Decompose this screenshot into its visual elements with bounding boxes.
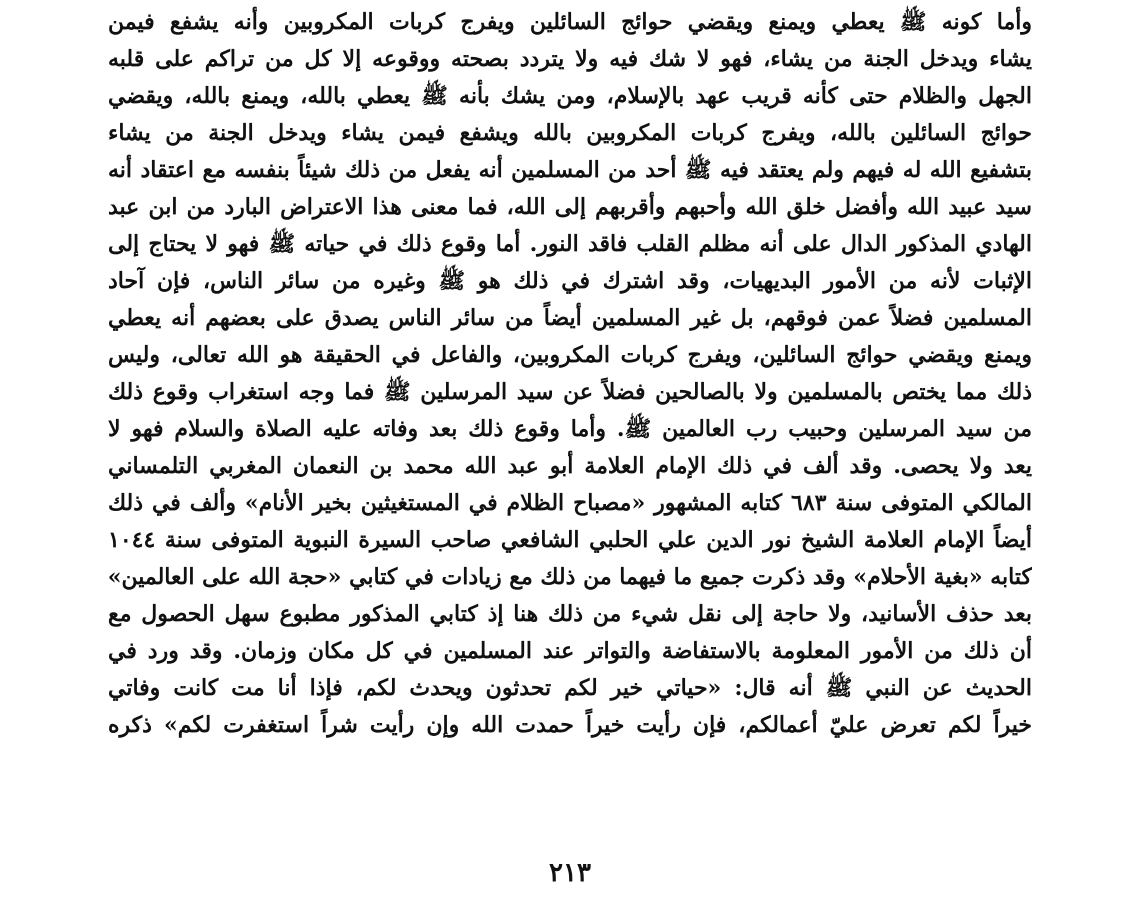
- text-line: يشاء ويدخل الجنة من يشاء، فهو لا شك فيه ولا يتردد بصحته ووقوعه إلا كل من تراكم على قلبه: [108, 46, 1032, 72]
- text-line: من سيد المرسلين وحبيب رب العالمين ﷺ. وأما وقوع ذلك بعد وفاته عليه الصلاة والسلام فهو لا: [108, 416, 1032, 442]
- text-line: الحديث عن النبي ﷺ أنه قال: «حياتي خير لكم تحدثون ويحدث لكم، فإذا أنا مت كانت وفاتي: [108, 675, 1032, 701]
- text-line: سيد عبيد الله وأفضل خلق الله وأحبهم وأقربهم إلى الله، فما معنى هذا الاعتراض البارد من ابن عبد: [108, 194, 1032, 220]
- body-text: [108, 4, 1032, 744]
- text-line: حوائج السائلين بالله، ويفرج كربات المكروبين بالله ويشفع فيمن يشاء ويدخل الجنة من يشاء: [108, 120, 1032, 146]
- text-line: يعد ولا يحصى. وقد ألف في ذلك الإمام العلامة أبو عبد الله محمد بن النعمان المغربي التلمساني: [108, 453, 1032, 479]
- text-line: أن ذلك من الأمور المعلومة بالاستفاضة والتواتر عند المسلمين في كل مكان وزمان. وقد ورد في: [108, 638, 1032, 664]
- text-line: الجهل والظلام حتى كأنه قريب عهد بالإسلام، ومن يشك بأنه ﷺ يعطي بالله، ويمنع بالله، ويقضي: [108, 83, 1032, 109]
- text-line: المسلمين فضلاً عمن فوقهم، بل غير المسلمين أيضاً من سائر الناس يصدق على بعضهم أنه يعطي: [108, 305, 1032, 331]
- text-line: بعد حذف الأسانيد، ولا حاجة إلى نقل شيء من ذلك هنا إذ كتابي المذكور مطبوع سهل الحصول مع: [108, 601, 1032, 627]
- page-number: ٢١٣: [549, 858, 591, 888]
- text-line: وأما كونه ﷺ يعطي ويمنع ويقضي حوائج السائلين ويفرج كربات المكروبين وأنه يشفع فيمن: [108, 9, 1032, 35]
- text-line: أيضاً الإمام العلامة الشيخ نور الدين علي الحلبي الشافعي صاحب السيرة النبوية المتوفى سنة ١٠٤٤: [108, 527, 1032, 553]
- text-line: الهادي المذكور الدال على أنه مظلم القلب فاقد النور. أما وقوع ذلك في حياته ﷺ فهو لا يحتاج إلى: [108, 231, 1032, 257]
- text-line: ذلك مما يختص بالمسلمين ولا بالصالحين فضلاً عن سيد المرسلين ﷺ فما وجه استغراب وقوع ذلك: [108, 379, 1032, 405]
- text-line: الإثبات لأنه من الأمور البديهيات، وقد اشترك في ذلك هو ﷺ وغيره من سائر الناس، فإن آحاد: [108, 268, 1032, 294]
- text-line: كتابه «بغية الأحلام» وقد ذكرت جميع ما فيهما من ذلك مع زيادات في كتابي «حجة الله على العالمين»: [108, 564, 1032, 590]
- text-line: خيراً لكم تعرض عليّ أعمالكم، فإن رأيت خيراً حمدت الله وإن رأيت شراً استغفرت لكم» ذكره: [108, 712, 1032, 738]
- text-line: ويمنع ويقضي حوائج السائلين، ويفرج كربات المكروبين، والفاعل في الحقيقة هو الله تعالى، وليس: [108, 342, 1032, 368]
- text-line: بتشفيع الله له فيهم ولم يعتقد فيه ﷺ أحد من المسلمين أنه يفعل من ذلك شيئاً بنفسه مع اعتقاد أنه: [108, 157, 1032, 183]
- text-line: المالكي المتوفى سنة ٦٨٣ كتابه المشهور «مصباح الظلام في المستغيثين بخير الأنام» وألف في ذلك: [108, 490, 1032, 516]
